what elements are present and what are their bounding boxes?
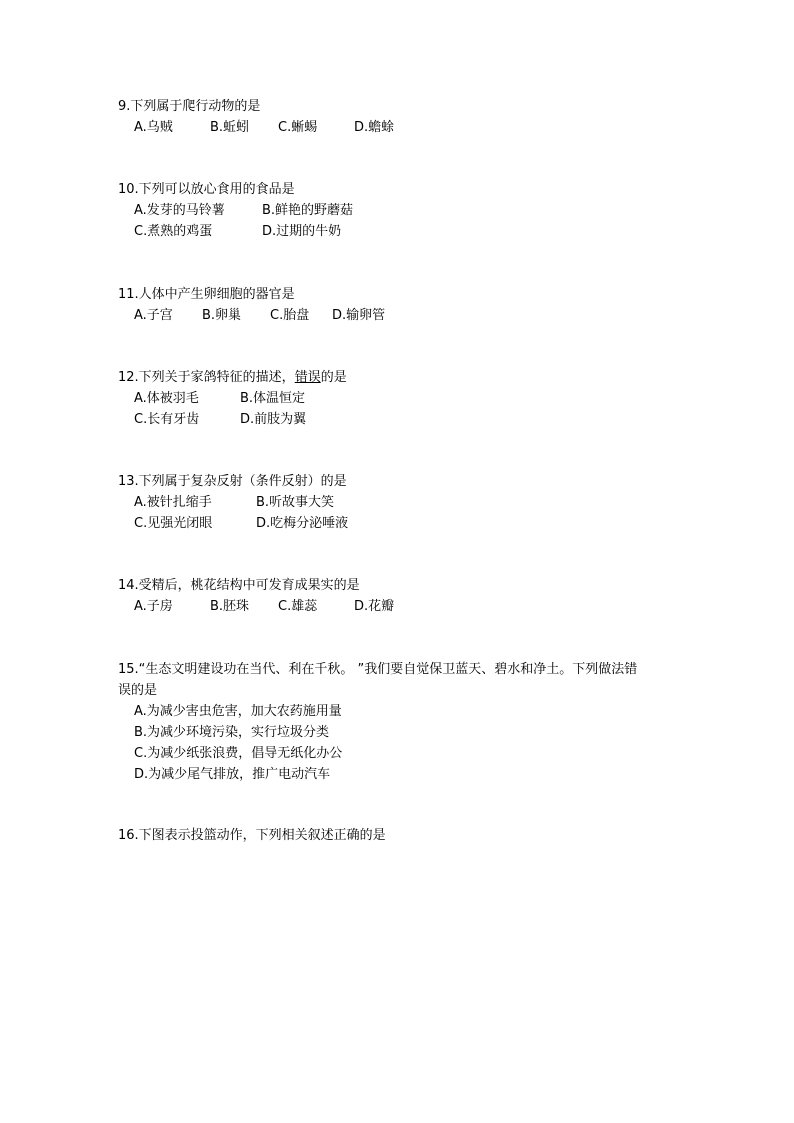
option-c: C.为减少纸张浪费，倡导无纸化办公 (134, 746, 343, 761)
options-row (118, 388, 347, 409)
options-row (118, 492, 348, 513)
question-stem: 14.受精后，桃花结构中可发育成果实的是 (118, 578, 360, 593)
question-stem: 9.下列属于爬行动物的是 (118, 99, 261, 114)
question-16 (118, 825, 386, 846)
option-a: A.被针扎缩手 (134, 495, 212, 510)
option-d: D.吃梅分泌唾液 (256, 516, 349, 531)
option-b: B.鲜艳的野蘑菇 (262, 203, 354, 218)
option-a: A.子宫 (134, 308, 173, 323)
option-a: A.乌贼 (134, 120, 173, 135)
option-d: D.输卵管 (332, 308, 386, 323)
option-b: B.卵巢 (202, 308, 242, 323)
option-a: A.子房 (134, 599, 173, 614)
question-stem: 10.下列可以放心食用的食品是 (118, 182, 295, 197)
question-stem (118, 367, 347, 388)
question-stem: 13.下列属于复杂反射（条件反射）的是 (118, 474, 347, 489)
question-stem: 11.人体中产生卵细胞的器官是 (118, 287, 295, 302)
option-c: C.胎盘 (270, 308, 310, 323)
question-15 (118, 659, 638, 785)
option-c: C.雄蕊 (278, 599, 318, 614)
option-c: C.煮熟的鸡蛋 (134, 224, 213, 239)
options-row (118, 409, 347, 430)
options-row (118, 221, 353, 242)
question-13 (118, 471, 348, 534)
option-b: B.为减少环境污染，实行垃圾分类 (134, 725, 330, 740)
option-c: C.长有牙齿 (134, 412, 200, 427)
option-d: D.前肢为翼 (240, 412, 307, 427)
option-b: B.蚯蚓 (210, 120, 250, 135)
options-row (118, 200, 353, 221)
option-d: D.花瓣 (354, 599, 395, 614)
option-b: B.体温恒定 (240, 391, 306, 406)
options-row (118, 513, 348, 534)
option-d: D.蟾蜍 (354, 120, 395, 135)
emphasis-text: 错误 (294, 370, 321, 385)
options-row (118, 596, 394, 617)
option-b: B.听故事大笑 (256, 495, 335, 510)
question-9 (118, 96, 394, 138)
options-row (118, 117, 394, 138)
stem-text: 12.下列关于家鸽特征的描述， (118, 370, 295, 385)
option-a: A.发芽的马铃薯 (134, 203, 225, 218)
option-a: A.体被羽毛 (134, 391, 199, 406)
stem-text: 的是 (320, 370, 347, 385)
option-b: B.胚珠 (210, 599, 250, 614)
option-a: A.为减少害虫危害，加大农药施用量 (134, 704, 342, 719)
question-10 (118, 179, 353, 242)
question-12 (118, 367, 347, 430)
question-14 (118, 575, 394, 617)
question-11 (118, 284, 385, 326)
option-d: D.为减少尾气排放，推广电动汽车 (134, 767, 331, 782)
option-c: C.蜥蜴 (278, 120, 318, 135)
option-c: C.见强光闭眼 (134, 516, 213, 531)
question-stem: 15.“生态文明建设功在当代、利在千秋。 ”我们要自觉保卫蓝天、碧水和净土。下列做法错误的是 (118, 662, 638, 698)
options-row (118, 305, 385, 326)
question-stem: 16.下图表示投篮动作，下列相关叙述正确的是 (118, 828, 386, 843)
option-d: D.过期的牛奶 (262, 224, 342, 239)
